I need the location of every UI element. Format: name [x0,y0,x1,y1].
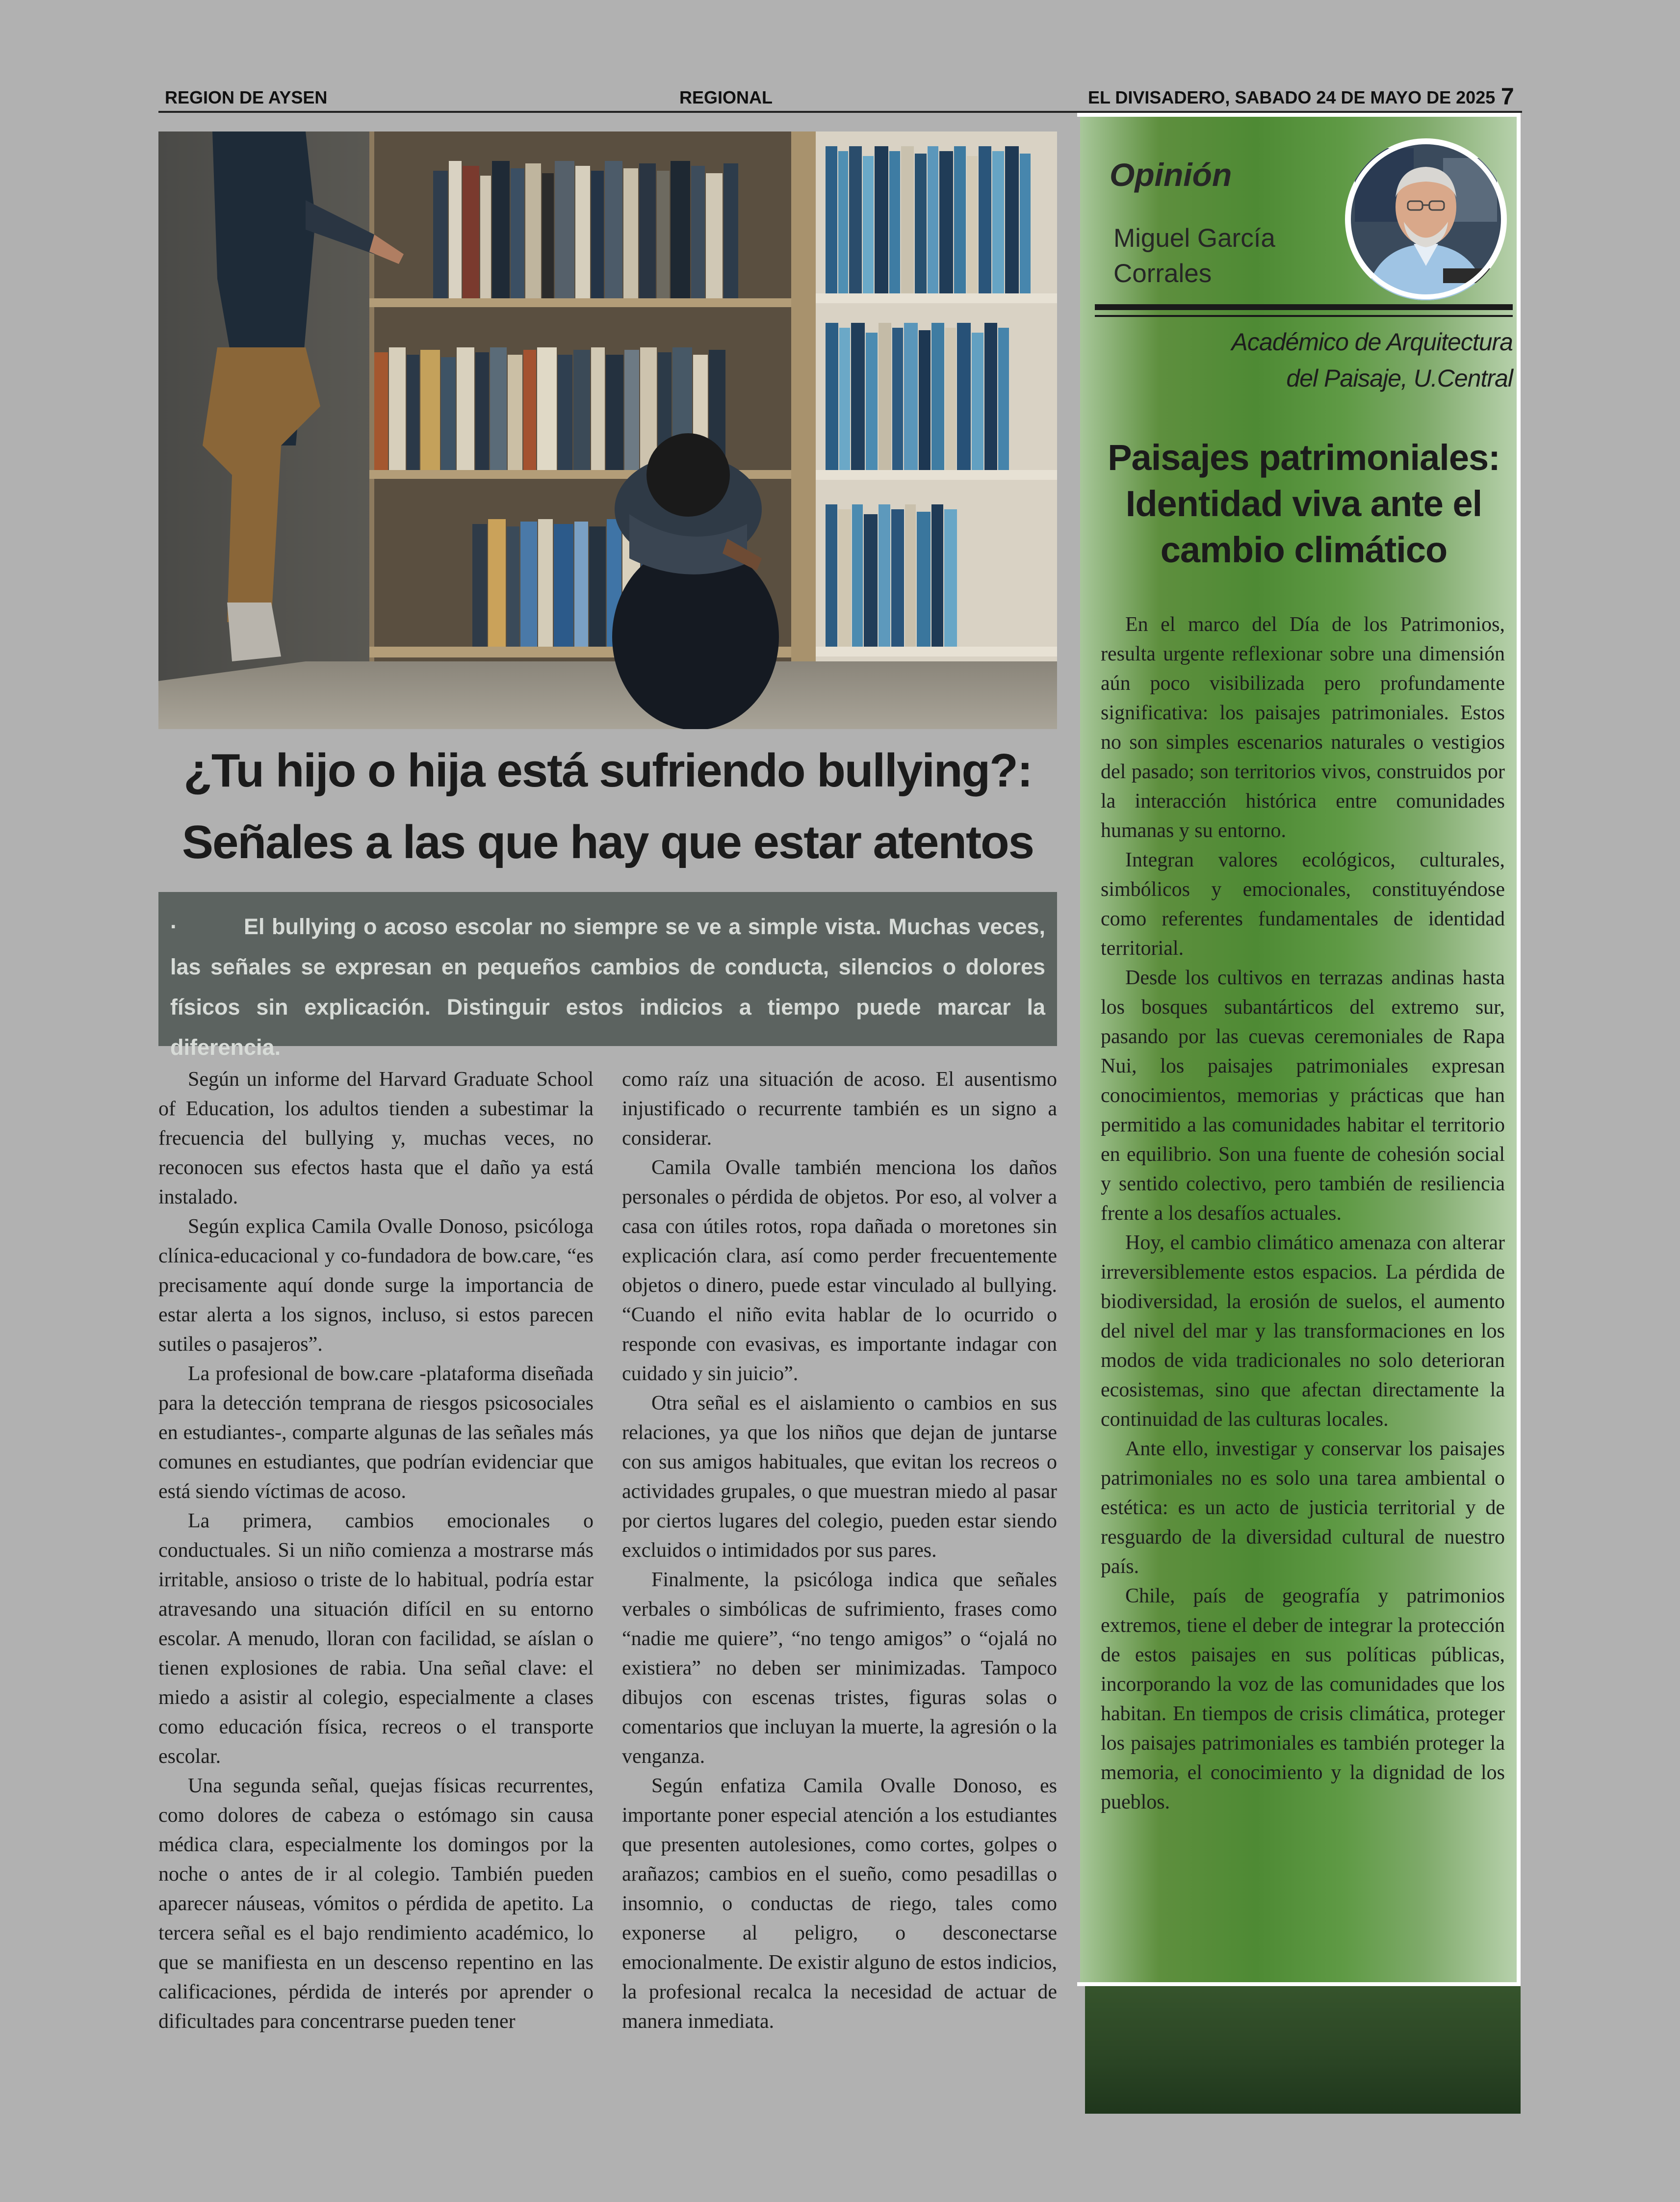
opinion-panel-footer [1085,1986,1521,2114]
paragraph: La primera, cambios emocionales o conductuales. Si un niño comienza a mostrarse más irritable, ansioso o triste de lo habitual, podría estar atravesando una situación difícil en su entorno escolar. A menudo, lloran con facilidad, se aíslan o tienen explosiones de rabia. Una señal clave: el miedo a asistir al colegio, especialmente a clases como educación física, recreos o el transporte escolar. [158,1510,594,1768]
role-line-2: del Paisaje, U.Central [1286,365,1513,392]
paragraph: Finalmente, la psicóloga indica que señales verbales o simbólicas de sufrimiento, frases como “nadie me quiere”, “no tengo amigos” o “ojalá no existiera” no deben ser minimizadas. Tampoco dibujos con escenas tristes, figuras solas o comentarios que incluyan la muerte, la agresión o la venganza. [622,1569,1057,1768]
article-lead [158,892,1057,1060]
page-number: 7 [1501,84,1514,110]
author-avatar [1345,138,1507,300]
article-headline [158,735,1057,878]
role-line-1: Académico de Arquitectura [1231,328,1513,356]
article-column-1 [158,1065,594,2036]
opinion-title-line-1: Paisajes patrimoniales: [1108,437,1500,478]
opinion-body [1101,610,1505,1817]
paragraph: Ante ello, investigar y conservar los paisajes patrimoniales no es solo una tarea ambiental o estética: es un acto de justicia territorial y de resguardo de la diversidad cultural de nuestro país. [1101,1438,1505,1578]
header-dateline: EL DIVISADERO, SABADO 24 DE MAYO DE 2025 [1088,87,1496,107]
author-line-1: Miguel García [1113,224,1275,253]
author-line-2: Corrales [1113,259,1212,288]
paragraph: Camila Ovalle también menciona los daños personales o pérdida de objetos. Por eso, al volver a casa con útiles rotos, ropa dañada o moretones sin explicación clara, así como perder frecuentemente objetos o dinero, puede estar vinculado al bullying. “Cuando el niño evita hablar de lo ocurrido o responde con evasivas, es importante indagar con cuidado y sin juicio”. [622,1156,1057,1385]
headline-line-1: ¿Tu hijo o hija está sufriendo bullying?: [183,744,1032,797]
lead-bullet: · [170,914,178,939]
paragraph: En el marco del Día de los Patrimonios, resulta urgente reflexionar sobre una dimensión aún poco visibilizada pero profundamente significativa: los paisajes patrimoniales. Estos no son simples escenarios naturales o vestigios del pasado; son territorios vivos, construidos por la interacción histórica entre comunidades humanas y su entorno. [1101,613,1505,842]
opinion-author [1113,221,1275,291]
article-photo [158,131,1057,729]
paragraph: Hoy, el cambio climático amenaza con alterar irreversiblemente estos espacios. La pérdida de biodiversidad, la erosión de suelos, el aumento del nivel del mar y las transformaciones en los modos de vida tradicionales no solo deterioran ecosistemas, sino que afectan directamente la continuidad de las culturas locales. [1101,1232,1505,1431]
opinion-label: Opinión [1110,157,1232,193]
paragraph: Otra señal es el aislamiento o cambios en sus relaciones, ya que los niños que dejan de juntarse con sus amigos habituales, que evitan los recreos o actividades grupales, o que muestran miedo al pasar por ciertos lugares del colegio, pueden estar siendo excluidos o intimidados por sus pares. [622,1392,1057,1562]
paragraph: Chile, país de geografía y patrimonios extremos, tiene el deber de integrar la protección de estos paisajes en sus políticas públicas, incorporando la voz de las comunidades que los habitan. En tiempos de crisis climática, proteger los paisajes patrimoniales es también proteger la memoria, el conocimiento y la dignidad de los pueblos. [1101,1585,1505,1813]
opinion-rule-thick [1095,304,1513,310]
opinion-rule-thin [1095,315,1513,317]
headline-line-2: Señales a las que hay que estar atentos [181,816,1034,868]
paragraph: La profesional de bow.care -plataforma diseñada para la detección temprana de riesgos psicosociales en estudiantes-, comparte algunas de las señales más comunes en estudiantes, que podrían evidenciar que está siendo víctimas de acoso. [158,1363,594,1503]
paragraph: Según un informe del Harvard Graduate School of Education, los adultos tienden a subestimar la frecuencia del bullying y, muchas veces, no reconocen sus efectos hasta que el daño ya está instalado. [158,1068,594,1208]
paragraph: Una segunda señal, quejas físicas recurrentes, como dolores de cabeza o estómago sin causa médica clara, especialmente los domingos por la noche o antes de ir al colegio. También pueden aparecer náuseas, vómitos o pérdida de apetito. La tercera señal es el bajo rendimiento académico, lo que se manifiesta en un descenso repentino en las calificaciones, pérdida de interés por aprender o dificultades para concentrarse pueden tener [158,1775,594,2033]
opinion-title-line-3: cambio climático [1160,529,1447,570]
paragraph: Desde los cultivos en terrazas andinas hasta los bosques subantárticos del extremo sur, pasando por las cuevas ceremoniales de Rapa Nui, los paisajes patrimoniales expresan conocimientos, memorias y prácticas que han permitido a las comunidades habitar el territorio en equilibrio. Son una fuente de cohesión social y sentido colectivo, pero también de resiliencia frente a los desafíos actuales. [1101,967,1505,1225]
opinion-title-line-2: Identidad viva ante el [1125,483,1482,524]
paragraph: Según enfatiza Camila Ovalle Donoso, es importante poner especial atención a los estudiantes que presenten autolesiones, como cortes, golpes o arañazos; cambios en el sueño, como pesadillas o insomnio, o conductas de riego, tales como exponerse al peligro, o desconectarse emocionalmente. De existir alguno de estos indicios, la profesional recalca la necesidad de actuar de manera inmediata. [622,1775,1057,2033]
paragraph: Según explica Camila Ovalle Donoso, psicóloga clínica-educacional y co-fundadora de bow.care, “es precisamente aquí donde surge la importancia de estar alerta a los signos, incluso, si estos parecen sutiles o pasajeros”. [158,1215,594,1356]
header-region: REGION DE AYSEN [165,87,328,107]
header-section: REGIONAL [679,87,773,107]
opinion-title [1095,435,1513,573]
lead-text: El bullying o acoso escolar no siempre se ve a simple vista. Muchas veces, las señales se expresan en pequeños cambios de conducta, silencios o dolores físicos sin explicación. Distinguir estos indicios a tiempo puede marcar la diferencia. [170,914,1045,1060]
paragraph-continuation: como raíz una situación de acoso. El ausentismo injustificado o recurrente también es un signo a considerar. [622,1068,1057,1150]
paragraph: Integran valores ecológicos, culturales, simbólicos y emocionales, constituyéndose como referentes fundamentales de identidad territorial. [1101,849,1505,960]
author-role [1095,324,1513,396]
article-column-2 [622,1065,1057,2036]
